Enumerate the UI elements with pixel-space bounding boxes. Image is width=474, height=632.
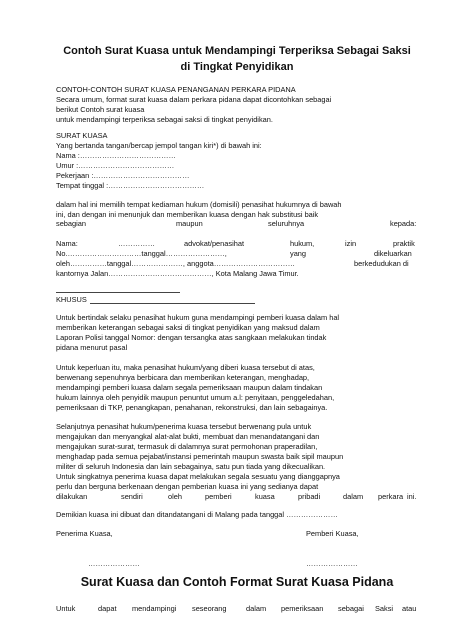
field-nama: Nama :…………………………………	[56, 151, 176, 160]
paragraph-word: pemberi	[205, 492, 232, 501]
domicile-line: ini, dan dengan ini menunjuk dan memberikan kuasa dengan hak substitusi baik	[56, 210, 319, 219]
paragraph-line: mengajukan dan menyangkal alat-alat bukti, membuat dan menandatangani dan	[56, 432, 320, 441]
khusus-label: KHUSUS	[56, 295, 87, 304]
paragraph-line: Untuk bertindak selaku penasihat hukum guna mendampingi pemberi kuasa dalam hal	[56, 313, 340, 322]
signature-rule	[56, 292, 180, 293]
paragraph-word: kuasa	[255, 492, 275, 501]
surat-kuasa-heading: SURAT KUASA	[56, 131, 108, 140]
last-line-word: mendampingi	[132, 604, 177, 613]
domicile-line: dalam hal ini memilih tempat kediaman hukum (domisili) penasihat hukumnya di bawah	[56, 200, 342, 209]
paragraph-line: Laporan Polisi tanggal Nomor: dengan tersangka atas sangkaan melakukan tindak	[56, 333, 327, 342]
paragraph-line: mendampingi pemberi kuasa dalam segala pemeriksaan maupun dalam tindakan	[56, 383, 323, 392]
khusus-rule	[90, 303, 255, 304]
paragraph-word: pribadi	[298, 492, 321, 501]
intro-line: Secara umum, format surat kuasa dalam perkara pidana dapat dicontohkan sebagai	[56, 95, 332, 104]
pemberi-kuasa-label: Pemberi Kuasa,	[306, 529, 359, 538]
domicile-word: sebagian	[56, 219, 86, 228]
domicile-word: kepada:	[390, 219, 417, 228]
paragraph-line: militer di seluruh Indonesia dan lain sebagainya, satu pun tiada yang dikecualikan.	[56, 462, 326, 471]
paragraph-word: dalam	[343, 492, 364, 501]
last-line-word: Untuk	[56, 604, 76, 613]
paragraph-word: ini.	[407, 492, 417, 501]
last-line-word: pemeriksaan	[281, 604, 324, 613]
paragraph-line: mengajukan surat-surat, termasuk di dalamnya surat permohonan praperadilan,	[56, 442, 318, 451]
paragraph-line: perlu dan berguna berkenaan dengan pemberian kuasa ini yang sedianya dapat	[56, 482, 319, 491]
advokat-word: praktik	[393, 239, 415, 248]
intro-heading: CONTOH-CONTOH SURAT KUASA PENANGANAN PERKARA PIDANA	[56, 85, 296, 94]
advokat-word: ……………	[118, 239, 155, 248]
intro-line: berikut Contoh surat kuasa	[56, 105, 145, 114]
paragraph-line: hukum lainnya oleh penyidik maupun penuntut umum a.l: penyitaan, penggeledahan,	[56, 393, 335, 402]
section-title: Surat Kuasa dan Contoh Format Surat Kuasa Pidana	[80, 575, 394, 589]
closing-line: Demikian kuasa ini dibuat dan ditandatangani di Malang pada tanggal …………………	[56, 510, 338, 519]
paragraph-word: oleh	[168, 492, 182, 501]
advokat-word: hukum,	[290, 239, 315, 248]
paragraph-line: Selanjutnya penasihat hukum/penerima kuasa tersebut berwenang pula untuk	[56, 422, 312, 431]
intro-line: untuk mendampingi terperiksa sebagai saksi di tingkat penyidikan.	[56, 115, 273, 124]
advokat-word: izin	[345, 239, 357, 248]
last-line-word: dalam	[246, 604, 267, 613]
advokat-line: oleh……………tanggal…………………, anggota……………………………	[56, 259, 296, 268]
signer-line: Yang bertanda tangan/bercap jempol tangan kiri*) di bawah ini:	[56, 141, 262, 150]
paragraph-line: Untuk singkatnya penerima kuasa dapat melakukan segala sesuatu yang dianggapnya	[56, 472, 340, 481]
advokat-word: advokat/penasihat	[184, 239, 244, 248]
advokat-word: Nama:	[56, 239, 78, 248]
field-umur: Umur :…………………………………	[56, 161, 175, 170]
advokat-line: No.…………………………tanggal……………………,	[56, 249, 227, 258]
advokat-word: yang	[290, 249, 307, 258]
advokat-word: berkedudukan di	[354, 259, 409, 268]
paragraph-line: pemeriksaan di TKP, penangkapan, penahanan, rekonstruksi, dan lain sebagainya.	[56, 403, 328, 412]
signature-dots-left: …………………	[88, 559, 140, 568]
paragraph-line: berwenang sepenuhnya berbicara dan memberikan keterangan, menghadap,	[56, 373, 310, 382]
paragraph-line: Untuk keperluan itu, maka penasihat hukum/yang diberi kuasa tersebut di atas,	[56, 363, 315, 372]
last-line-word: atau	[402, 604, 417, 613]
paragraph-word: perkara	[378, 492, 404, 501]
paragraph-line: pidana menurut pasal	[56, 343, 128, 352]
document-title-line-2: di Tingkat Penyidikan	[180, 61, 294, 73]
advokat-word: dikeluarkan	[374, 249, 412, 258]
penerima-kuasa-label: Penerima Kuasa,	[56, 529, 113, 538]
paragraph-line: memberikan keterangan sebagai saksi di tingkat penyidikan yang maksud dalam	[56, 323, 320, 332]
last-line-word: sebagai	[338, 604, 364, 613]
paragraph-line: menghadap pada semua pejabat/instansi pemerintah maupun swasta baik sipil maupun	[56, 452, 344, 461]
domicile-word: maupun	[176, 219, 203, 228]
last-line-word: Saksi	[375, 604, 394, 613]
last-line-word: seseorang	[192, 604, 227, 613]
signature-dots-right: …………………	[306, 559, 358, 568]
advokat-line: kantornya Jalan……………………………………, Kota Malang Jawa Timur.	[56, 269, 299, 278]
field-tempat-tinggal: Tempat tinggal :…………………………………	[56, 181, 205, 190]
field-pekerjaan: Pekerjaan :…………………………………	[56, 171, 190, 180]
paragraph-word: dilakukan	[56, 492, 88, 501]
paragraph-word: sendiri	[121, 492, 143, 501]
document-title-line-1: Contoh Surat Kuasa untuk Mendampingi Terperiksa Sebagai Saksi	[63, 45, 411, 57]
domicile-word: seluruhnya	[268, 219, 305, 228]
last-line-word: dapat	[98, 604, 117, 613]
